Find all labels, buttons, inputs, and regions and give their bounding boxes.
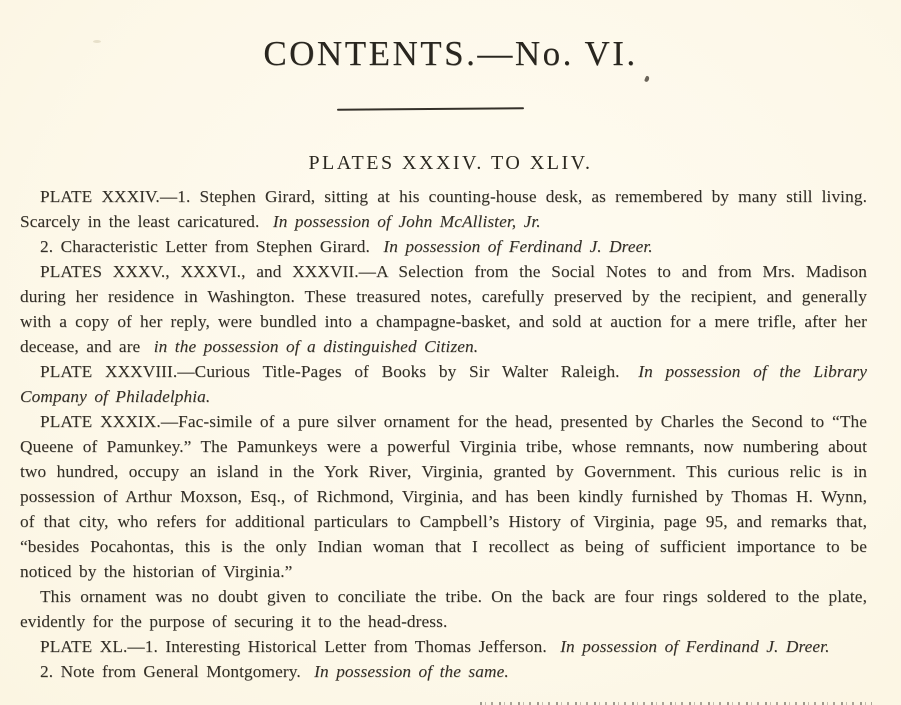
entry-text: This ornament was no doubt given to conciliate the tribe. On the back are four rings soldered to the plate, evidently for the purpose of securing it to the head-dress. (20, 587, 867, 631)
plate-entries (20, 184, 867, 684)
entry-text: PLATE XXXIV.—1. Stephen Girard, sitting at his counting-house desk, as remembered by many still living. Scarcely in the least caricatured. (20, 187, 867, 231)
possession-note: In possession of Ferdinand J. Dreer. (560, 637, 830, 656)
page-title: CONTENTS.—No. VI. (263, 34, 638, 73)
section-heading: PLATES XXXIV. TO XLIV. (308, 152, 593, 174)
plate-entry-paragraph (20, 409, 867, 584)
possession-note: In possession of the same. (314, 662, 509, 681)
entry-text: 2. Characteristic Letter from Stephen Girard. (40, 237, 378, 256)
scan-speck (644, 75, 650, 82)
possession-note: in the possession of a distinguished Citizen. (153, 337, 479, 356)
entry-text: PLATE XXXVIII.—Curious Title-Pages of Books by Sir Walter Raleigh. (40, 362, 633, 381)
possession-note: In possession of Ferdinand J. Dreer. (383, 237, 653, 256)
possession-note: In possession of the Library Company of Philadelphia. (20, 362, 867, 406)
plate-entry-paragraph (20, 584, 867, 634)
plate-entry-paragraph (20, 659, 867, 684)
plate-entry-paragraph (20, 359, 867, 409)
plate-entry-paragraph (20, 259, 867, 359)
scan-speck (93, 40, 101, 43)
possession-note: In possession of John McAllister, Jr. (272, 212, 541, 231)
plate-entry-paragraph (20, 634, 867, 659)
plate-entry-paragraph (20, 234, 867, 259)
entry-text: PLATE XL.—1. Interesting Historical Letter from Thomas Jefferson. (40, 637, 555, 656)
entry-text: PLATE XXXIX.—Fac-simile of a pure silver ornament for the head, presented by Charles the Second to “The Queene of Pamunkey.” The Pamunkeys were a powerful Virginia tribe, whose remnants, now numbering about two hundred, occupy an island in the York River, Virginia, granted by Government. This curious relic is in possession of Arthur Moxson, Esq., of Richmond, Virginia, and has been kindly furnished by Thomas H. Wynn, of that city, who refers for additional particulars to Campbell’s History of Virginia, page 95, and remarks that, “besides Pocahontas, this is the only Indian woman that I recollect as being of sufficient importance to be noticed by the historian of Virginia.” (20, 412, 867, 581)
title-divider-rule (337, 107, 524, 111)
entry-text: PLATES XXXV., XXXVI., and XXXVII.—A Selection from the Social Notes to and from Mrs. Madison during her residence in Washington. These treasured notes, carefully preserved by the recipient, and generally with a copy of her reply, were bundled into a champagne-basket, and sold at auction for a mere trifle, after her decease, and are (20, 262, 867, 356)
plate-entry-paragraph (20, 184, 867, 234)
entry-text: 2. Note from General Montgomery. (40, 662, 309, 681)
